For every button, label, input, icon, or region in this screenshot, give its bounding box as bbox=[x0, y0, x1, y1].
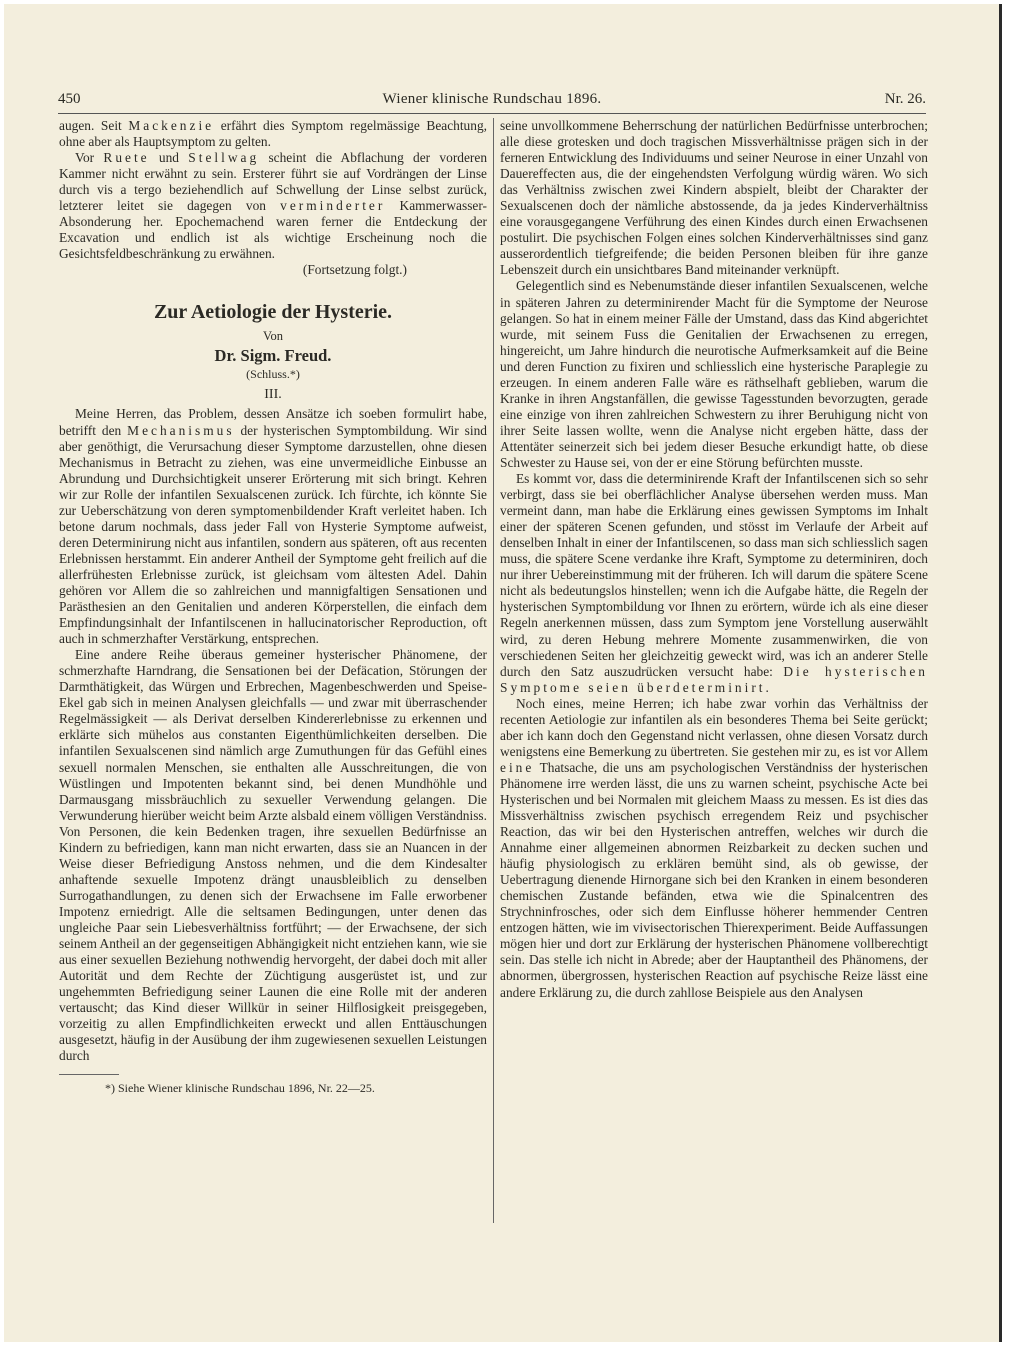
paragraph: Eine andere Reihe überaus gemeiner hysterischer Phänomene, der schmerzhafte Harndrang, die Sensationen bei der Defäcation, Störungen der Darmthätigkeit, das Würgen und Erbrechen, Magenbeschwerden und Speise-Ekel gab sich in meinen Analysen gleichfalls — und zwar mit überraschender Regelmässigkeit — als Derivat derselben Kindererlebnisse zu erkennen und erklärte sich mühelos aus constanten Eigenthümlichkeiten derselben. Die infantilen Sexualscenen sind nämlich arge Zumuthungen für das Gefühl eines sexuell normalen Menschen, sie enthalten alle Ausschreitungen, die von Wüstlingen und Impotenten bekannt sind, bei denen Mundhöhle und Darmausgang missbräuchlich zu sexueller Verwendung gelangen. Die Verwunderung hierüber weicht beim Arzte alsbald einem völligen Verständniss. Von Personen, die kein Bedenken tragen, ihre sexuellen Bedürfnisse an Kindern zu befriedigen, kann man nicht erwarten, dass sie an Nuancen in der Weise dieser Befriedigung Anstoss nehmen, und die dem Kindesalter anhaftende sexuelle Impotenz drängt unausbleiblich zu denselben Surrogathandlungen, zu denen sich der Erwachsene im Falle erworbener Impotenz erniedrigt. Alle die seltsamen Bedingungen, unter denen das ungleiche Paar sein Liebesverhältniss fortführt; — der Erwachsene, der sich seinem Antheil an der gegenseitigen Abhängigkeit nicht entziehen kann, wie sie aus einer sexuellen Beziehung nothwendig hervorgeht, der dabei doch mit aller Autorität und dem Rechte der Züchtigung ausgerüstet ist, und zur ungehemmten Befriedigung seiner Launen die eine Rolle mit der anderen vertauscht; das Kind dieser Willkür in seiner Hilflosigkeit preisgegeben, vorzeitig zu allen Empfindlichkeiten erweckt und allen Enttäuschungen ausgesetzt, häufig in der Ausübung der ihm zugewiesenen sexuellen Leistungen durch bbox=[59, 647, 488, 1064]
page-number: 450 bbox=[58, 91, 81, 107]
paragraph: Gelegentlich sind es Nebenumstände dieser infantilen Sexualscenen, welche in späteren Jahren zu determinirender Macht für die Symptome der Neurose gelangen. So hat in einem meiner Fälle der Umstand, dass das Kind abgerichtet wurde, mit seinem Fuss die Genitalien der Erwachsenen zu erregen, hingereicht, um Jahre hindurch die neurotische Aufmerksamkeit auf die Beine und deren Function zu fixiren und schliesslich eine hysterische Paraplegie zu erzeugen. In einem anderen Falle wäre es räthselhaft geblieben, warum die Kranke in ihren Angstanfällen, die gewisse Tagesstunden bevorzugten, gerade eine einzige von ihren zahlreichen Schwestern zu ihrer Beruhigung nicht von ihrer Seite lassen wollte, wenn die Analyse nicht ergeben hätte, dass der Attentäter seinerzeit sich bei jedem dieser Besuche erkundigt hatte, ob diese Schwester zu Hause sei, von der er eine Störung befürchten musste. bbox=[500, 278, 928, 470]
column-rule bbox=[493, 118, 494, 1223]
article-title: Zur Aetiologie der Hysterie. bbox=[153, 301, 393, 324]
paragraph: Es kommt vor, dass die determinirende Kraft der Infantilscenen sich so sehr verbirgt, dass sie bei oberflächlicher Analyse übersehen werden muss. Man vermeint dann, man habe die Erklärung eines gewissen Symptoms im Inhalt einer der späteren Scenen gefunden, und stösst im Verlaufe der Arbeit auf denselben Inhalt in einer der Infantilscenen, so dass man sich schliesslich sagen muss, die spätere Scene verdanke ihre Kraft, Symptome zu determiniren, doch nur ihrer Uebereinstimmung mit der früheren. Ich will darum die spätere Scene nicht als bedeutungslos hinstellen; wenn ich die Aufgabe hätte, die Regeln der hysterischen Symptombildung vor Ihnen zu erörtern, würde ich als eine dieser Regeln anerkennen müssen, dass zum Symptom jene Vorstellung auserwählt wird, zu deren Hebung mehrere Momente zusammenwirken, die von verschiedenen Seiten her gleichzeitig geweckt wird, was ich an anderer Stelle durch den Satz auszudrücken versucht habe: Die hysterischen Symptome seien überdeterminirt. bbox=[500, 471, 928, 695]
footnote-rule bbox=[59, 1074, 119, 1075]
article-author: Dr. Sigm. Freud. bbox=[214, 346, 332, 366]
running-header bbox=[58, 91, 926, 111]
journal-title: Wiener klinische Rundschau 1896. bbox=[382, 91, 602, 107]
left-column bbox=[59, 118, 487, 1096]
spaced-word: verminderter bbox=[280, 198, 386, 214]
paragraph: Noch eines, meine Herren; ich habe zwar vorhin das Verhältniss der recenten Aetiologie zur infantilen als ein besonderes Thema bei Seite gerückt; aber ich kann doch den Gegenstand nicht verlassen, ohne diesen Vorsatz durch wenigstens eine Bemerkung zu übertreten. Sie gestehen mir zu, es ist vor Allem eine Thatsache, die uns am psychologischen Verständniss der hysterischen Phänomene irre werden lässt, die uns zu warnen scheint, psychische Acte bei Hysterischen und bei Normalen mit gleichem Maass zu messen. Es ist dies das Missverhältniss zwischen psychisch erregendem Reiz und psychischer Reaction, das wir bei den Hysterischen antreffen, welches wir durch die Annahme einer allgemeinen abnormen Reizbarkeit zu decken suchen und häufig physiologisch zu erklären bemüht sind, als ob gewisse, der Uebertragung dienende Hirnorgane sich bei den Kranken in einem besonderen chemischen Zustande befänden, etwa wie die Spinalcentren des Strychninfrosches, oder sich dem Einflusse höherer hemmender Centren entzogen hätten, wie im vivisectorischen Thierexperiment. Beide Auffassungen mögen hier und dort zur Erklärung der hysterischen Phänomene vollberechtigt sein. Das stelle ich nicht in Abrede; aber der Hauptantheil des Phänomens, der abnormen, übergrossen, hysterischen Reaction auf psychische Reize lässt eine andere Erklärung zu, die durch zahllose Beispiele aus den Analysen bbox=[500, 695, 928, 1000]
spaced-word: eine bbox=[500, 759, 535, 775]
footnote: *) Siehe Wiener klinische Rundschau 1896, Nr. 22—25. bbox=[105, 1081, 375, 1096]
spaced-name: Mackenzie bbox=[128, 118, 215, 133]
byline-von: Von bbox=[263, 329, 283, 344]
paragraph: Vor Ruete und Stellwag scheint die Abflachung der vorderen Kammer nicht erwähnt zu sein. Ersterer führt sie auf Vordrängen der Linse durch vis a tergo beziehendlich auf Schwellung der Linse selbst zurück, letzterer leitet sie dagegen von verminderter Kammerwasser-Absonderung her. Epochemachend waren ferner die Entdeckung der Excavation und endlich ist als wichtige Erscheinung noch die Gesichtsfeldbeschränkung zu erwähnen. bbox=[59, 150, 488, 262]
issue-number: Nr. 26. bbox=[884, 91, 926, 107]
header-rule bbox=[58, 113, 926, 114]
paragraph: augen. Seit Mackenzie erfährt dies Symptom regelmässige Beachtung, ohne aber als Hauptsymptom zu gelten. bbox=[59, 118, 487, 150]
right-column bbox=[500, 118, 928, 1001]
spaced-word: Mechanismus bbox=[127, 422, 235, 438]
article-part-note: (Schluss.*) bbox=[246, 367, 300, 382]
spaced-phrase: Die hysterischen Symptome seien überdeterminirt. bbox=[500, 663, 928, 695]
continuation-note: (Fortsetzung folgt.) bbox=[302, 262, 407, 278]
spaced-name: Stellwag bbox=[188, 150, 260, 166]
paragraph: Meine Herren, das Problem, dessen Ansätze ich soeben formulirt habe, betrifft den Mechanismus der hysterischen Symptombildung. Wir sind aber genöthigt, die Verursachung dieser Symptome darzustellen, ohne diesen Mechanismus in Betracht zu ziehen, was eine unvermeidliche Einbusse an Abrundung und Durchsichtigkeit unserer Erörterung mit sich bringt. Kehren wir zur Rolle der infantilen Sexualscenen zurück. Ich fürchte, ich könnte Sie zur Ueberschätzung von deren symptomenbildender Kraft verleitet haben. Ich betone darum nochmals, dass jeder Fall von Hysterie Symptome aufweist, deren Determinirung nicht aus infantilen, sondern aus späteren, oft aus recenten Erlebnissen herstammt. Ein anderer Antheil der Symptome geht freilich auf die allerfrühesten Erlebnisse zurück, ist gleichsam vom ältesten Adel. Dahin gehören vor Allem die so zahlreichen und mannigfaltigen Sensationen und Parästhesien an den Genitalien und anderen Körperstellen, die einfach dem Empfindungsinhalt der Infantilscenen in hallucinatorischer Reproduction, oft auch in schmerzhafter Verstärkung, entsprechen. bbox=[59, 406, 487, 647]
spaced-name: Ruete bbox=[103, 150, 150, 166]
section-number: III. bbox=[264, 387, 282, 403]
paragraph: seine unvollkommene Beherrschung der natürlichen Bedürfnisse unterbrochen; alle diese grotesken und doch tragischen Missverhältnisse prägen sich in der ferneren Entwicklung des Individuums und seiner Neurose in einer Unzahl von Dauereffecten aus, die der eingehendsten Verfolgung würdig wären. Wo sich das Verhältniss zwischen zwei Kindern abspielt, bleibt der Charakter der Sexualscenen doch der nämliche abstossende, da ja jedes Kinderverhältniss eine vorausgegangene Verführung des einen Kindes durch einen Erwachsenen postulirt. Die psychischen Folgen eines solchen Kinderverhältnisses sind ganz ausserordentlich tiefgreifende; die beiden Personen bleiben für ihre ganze Lebenszeit durch ein unsichtbares Band miteinander verknüpft. bbox=[500, 118, 928, 278]
